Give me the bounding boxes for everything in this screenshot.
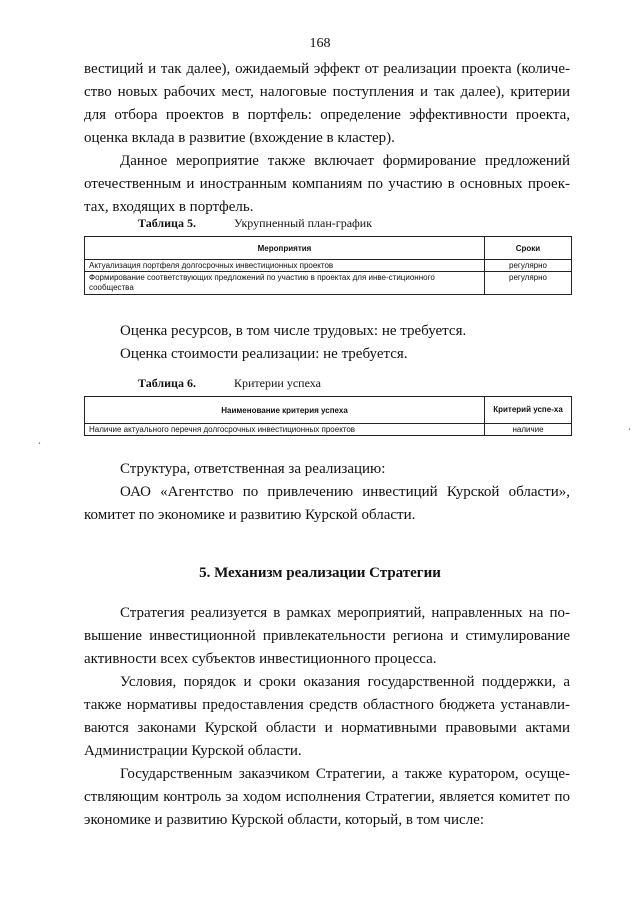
text-line: Данное мероприятие также включает формирование предложений xyxy=(120,153,570,169)
text-line: Оценка стоимости реализации: не требуется. xyxy=(120,346,408,362)
table-header: Мероприятия xyxy=(85,237,485,260)
text-line: комитет по экономике и развитию Курской области. xyxy=(84,507,416,523)
paragraph-3 xyxy=(84,320,570,343)
text-line: Структура, ответственная за реализацию: xyxy=(120,461,386,477)
table-6 xyxy=(84,396,572,436)
table5-caption-title: Укрупненный план-график xyxy=(234,216,373,230)
text-line: ствляющим контроль за ходом исполнения Стратегии, является комитет по xyxy=(84,789,570,805)
table-header: Критерий успе-ха xyxy=(485,397,572,424)
section-heading: 5. Механизм реализации Стратегии xyxy=(199,565,441,581)
text-line: ваются законами Курской области и нормативными правовыми актами xyxy=(84,720,570,736)
text-line: оценка вклада в развитие (вхождение в кластер). xyxy=(84,130,395,146)
text-line: вышение инвестиционной привлекательности региона и стимулирование xyxy=(84,628,570,644)
paragraph-6 xyxy=(84,481,570,527)
table-cell: Актуализация портфеля долгосрочных инвестиционных проектов xyxy=(85,260,485,272)
table-cell: регулярно xyxy=(485,260,572,272)
table-5 xyxy=(84,236,572,295)
table-row xyxy=(85,424,572,436)
paragraph-2 xyxy=(84,150,570,219)
table-row xyxy=(85,272,572,295)
table-header: Наименование критерия успеха xyxy=(85,397,485,424)
table-cell: Формирование соответствующих предложений по участию в проектах для инве-стиционного сообщества xyxy=(85,272,485,295)
table6-caption-label: Таблица 6. xyxy=(138,376,196,390)
table6-caption-title: Критерии успеха xyxy=(234,376,321,390)
text-line: также нормативы предоставления средств областного бюджета устанавли- xyxy=(84,697,570,713)
page-number: 168 xyxy=(309,36,331,51)
table-header-row xyxy=(85,237,572,260)
text-line: активности всех субъектов инвестиционного процесса. xyxy=(84,651,437,667)
paragraph-9 xyxy=(84,763,570,832)
paragraph-1 xyxy=(84,58,570,150)
text-line: Стратегия реализуется в рамках мероприятий, направленных на по- xyxy=(120,605,570,621)
table5-caption-label: Таблица 5. xyxy=(138,216,196,230)
text-line: Оценка ресурсов, в том числе трудовых: не требуется. xyxy=(120,323,467,339)
paragraph-7 xyxy=(84,602,570,671)
table-row xyxy=(85,260,572,272)
text-line: тах, входящих в портфель. xyxy=(84,199,254,215)
text-line: ОАО «Агентство по привлечению инвестиций Курской области», xyxy=(120,484,570,500)
paragraph-4 xyxy=(84,343,570,366)
text-line: ство новых рабочих мест, налоговые поступления и так далее), критерии xyxy=(84,84,570,100)
paragraph-5 xyxy=(84,458,570,481)
table-cell: регулярно xyxy=(485,272,572,295)
text-line: Государственным заказчиком Стратегии, а также куратором, осуще- xyxy=(120,766,570,782)
table-cell: наличие xyxy=(485,424,572,436)
text-line: вестиций и так далее), ожидаемый эффект от реализации проекта (количе- xyxy=(84,61,570,77)
text-line: экономике и развитию Курской области, который, в том числе: xyxy=(84,812,485,828)
text-line: Администрации Курской области. xyxy=(84,743,302,759)
text-line: для отбора проектов в портфель: определение эффективности проекта, xyxy=(84,107,570,123)
text-line: отечественным и иностранным компаниям по участию в основных проек- xyxy=(84,176,570,192)
table-header: Сроки xyxy=(485,237,572,260)
table-header-row xyxy=(85,397,572,424)
table-cell: Наличие актуального перечня долгосрочных инвестиционных проектов xyxy=(85,424,485,436)
text-line: Условия, порядок и сроки оказания государственной поддержки, а xyxy=(120,674,570,690)
margin-speck: ‘ xyxy=(38,440,41,450)
margin-speck: ‘ xyxy=(628,426,631,436)
paragraph-8 xyxy=(84,671,570,763)
